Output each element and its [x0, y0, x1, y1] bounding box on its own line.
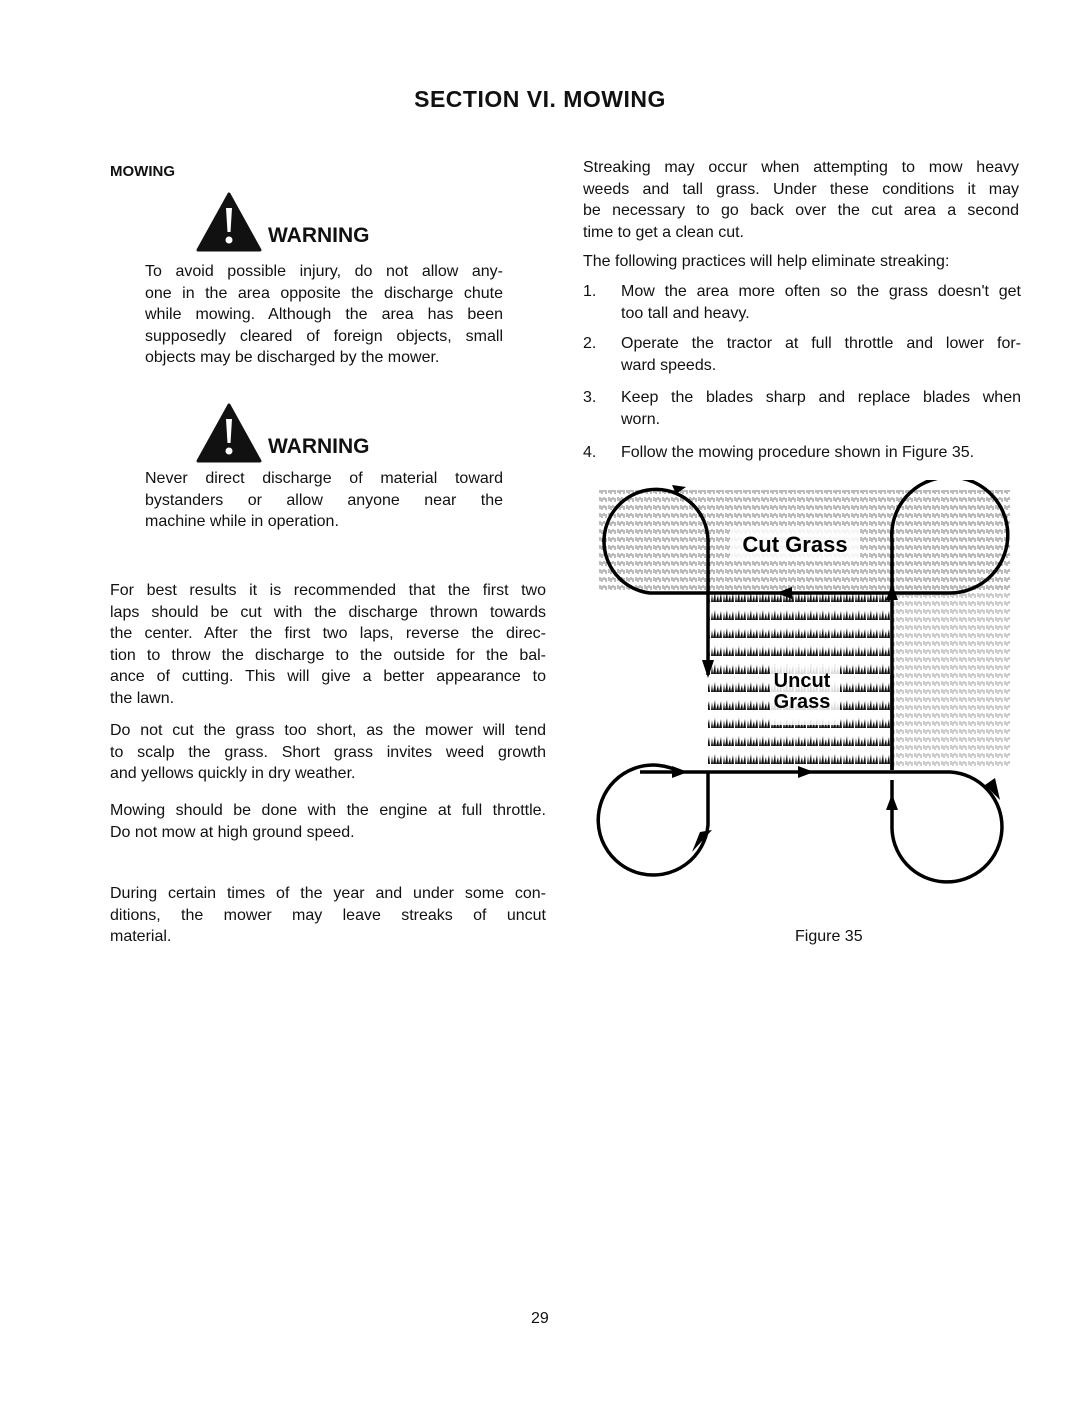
warning-text-2 — [145, 468, 503, 533]
paragraph-first-laps — [110, 580, 546, 709]
warning-header-2 — [196, 403, 370, 463]
text-line: Keep the blades sharp and replace blades when — [621, 389, 1021, 406]
list-item — [583, 387, 1021, 431]
uncut-label-line2: Grass — [773, 691, 831, 713]
item-text — [621, 333, 1021, 377]
warning-triangle-icon — [196, 403, 262, 463]
text-line: Streaking may occur when attempting to mow heavy — [583, 159, 1019, 176]
text-line: To avoid possible injury, do not allow any- — [145, 263, 503, 280]
paragraph-streaking — [583, 157, 1019, 243]
warning-label: WARNING — [268, 224, 370, 247]
text-line: objects may be discharged by the mower. — [145, 349, 440, 366]
text-line: During certain times of the year and under some con- — [110, 885, 546, 902]
text-line: supposedly cleared of foreign objects, small — [145, 327, 503, 345]
item-text — [621, 442, 1021, 464]
uncut-label-line1: Uncut — [773, 670, 831, 692]
text-line: ward speeds. — [621, 357, 717, 374]
figure-caption: Figure 35 — [795, 928, 863, 945]
page-number: 29 — [531, 1310, 549, 1327]
text-line: worn. — [621, 411, 661, 428]
cut-grass-area-side — [892, 593, 1010, 768]
text-line: be necessary to go back over the cut area a second — [583, 202, 1019, 219]
text-line: the lawn. — [110, 689, 175, 707]
item-number: 1. — [583, 283, 597, 300]
text-line: ditions, the mower may leave streaks of uncut — [110, 906, 546, 924]
cut-grass-label: Cut Grass — [742, 532, 848, 557]
paragraph-practices — [583, 251, 1019, 273]
text-line: Do not mow at high ground speed. — [110, 823, 355, 841]
text-line: bystanders or allow anyone near the — [145, 491, 503, 509]
text-line: and yellows quickly in dry weather. — [110, 765, 356, 782]
text-line: Mow the area more often so the grass doesn't get — [621, 283, 1021, 300]
list-item — [583, 442, 1021, 464]
text-line: Follow the mowing procedure shown in Figure 35. — [621, 444, 975, 461]
item-text — [621, 281, 1021, 325]
text-line: material. — [110, 928, 172, 945]
text-line: too tall and heavy. — [621, 305, 750, 322]
item-number: 2. — [583, 335, 597, 352]
text-line: one in the area opposite the discharge chute — [145, 284, 503, 302]
paragraph-grass-height — [110, 720, 546, 785]
text-line: laps should be cut with the discharge thrown towards — [110, 603, 546, 621]
item-number: 3. — [583, 389, 597, 406]
mowing-pattern-figure — [590, 480, 1030, 900]
paragraph-streaks — [110, 883, 546, 948]
list-item — [583, 333, 1021, 377]
text-line: time to get a clean cut. — [583, 223, 744, 241]
section-title: SECTION VI. MOWING — [414, 86, 666, 112]
text-line: the center. After the first two laps, reverse the direc- — [110, 625, 546, 642]
text-line: ance of cutting. This will give a better appearance to — [110, 668, 546, 685]
text-line: Never direct discharge of material toward — [145, 470, 503, 487]
text-line: Operate the tractor at full throttle and lower for- — [621, 335, 1021, 352]
text-line: Mowing should be done with the engine at full throttle. — [110, 802, 546, 819]
warning-header-1 — [196, 192, 370, 252]
text-line: The following practices will help eliminate streaking: — [583, 253, 950, 270]
warning-triangle-icon — [196, 192, 262, 252]
paragraph-throttle — [110, 800, 546, 843]
mowing-heading: MOWING — [110, 163, 175, 180]
text-line: to scalp the grass. Short grass invites weed growth — [110, 743, 546, 761]
text-line: For best results it is recommended that the first two — [110, 582, 546, 599]
warning-label: WARNING — [268, 435, 370, 458]
item-text — [621, 387, 1021, 431]
practices-list — [583, 281, 1021, 464]
text-line: Do not cut the grass too short, as the mower will tend — [110, 722, 546, 739]
text-line: tion to throw the discharge to the outside for the bal- — [110, 646, 546, 664]
item-number: 4. — [583, 444, 597, 461]
warning-text-1 — [145, 261, 503, 369]
text-line: machine while in operation. — [145, 513, 339, 530]
text-line: while mowing. Although the area has been — [145, 306, 503, 323]
list-item — [583, 281, 1021, 325]
text-line: weeds and tall grass. Under these conditions it may — [583, 180, 1019, 198]
